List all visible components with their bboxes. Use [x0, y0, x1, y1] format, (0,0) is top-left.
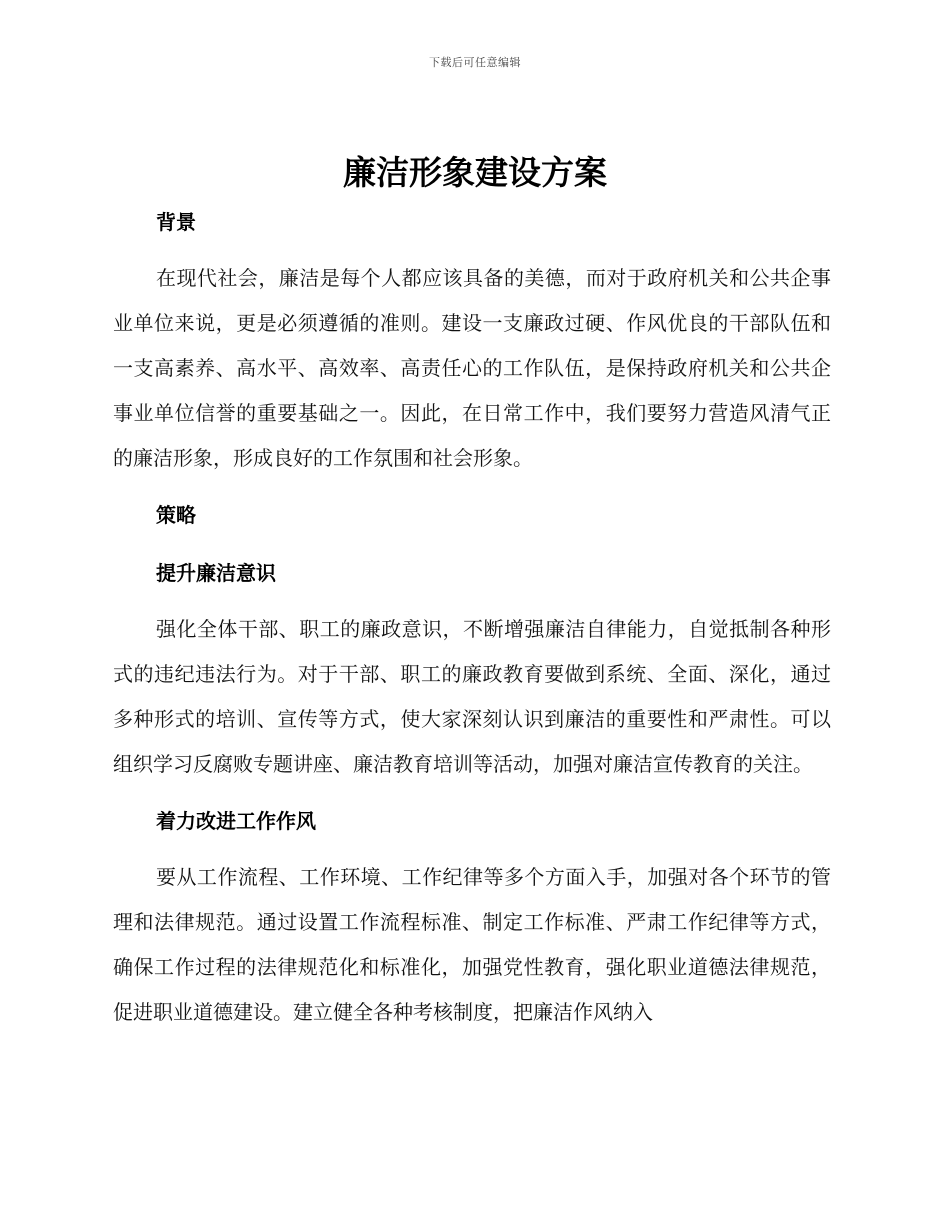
- paragraph-work-style: 要从工作流程、工作环境、工作纪律等多个方面入手，加强对各个环节的管理和法律规范。通过设置工作流程标准、制定工作标准、严肃工作纪律等方式，确保工作过程的法律规范化和标准化，加强党性教育，强化职业道德法律规范，促进职业道德建设。建立健全各种考核制度，把廉洁作风纳入: [113, 865, 831, 1024]
- subsection-heading-awareness: 提升廉洁意识: [156, 561, 276, 585]
- section-heading-background: 背景: [156, 210, 196, 234]
- document-title: 廉洁形象建设方案: [343, 153, 607, 192]
- document-body: [113, 200, 831, 1035]
- subsection-heading-work-style: 着力改进工作作风: [156, 809, 316, 833]
- paragraph-awareness: 强化全体干部、职工的廉政意识，不断增强廉洁自律能力，自觉抵制各种形式的违纪违法行为。对于干部、职工的廉政教育要做到系统、全面、深化，通过多种形式的培训、宣传等方式，使大家深刻认识到廉洁的重要性和严肃性。可以组织学习反腐败专题讲座、廉洁教育培训等活动，加强对廉洁宣传教育的关注。: [113, 617, 831, 776]
- section-heading-strategy: 策略: [156, 503, 196, 527]
- paragraph-background: 在现代社会，廉洁是每个人都应该具备的美德，而对于政府机关和公共企事业单位来说，更是必须遵循的准则。建设一支廉政过硬、作风优良的干部队伍和一支高素养、高水平、高效率、高责任心的工作队伍，是保持政府机关和公共企事业单位信誉的重要基础之一。因此，在日常工作中，我们要努力营造风清气正的廉洁形象，形成良好的工作氛围和社会形象。: [113, 266, 831, 470]
- header-note: 下载后可任意编辑: [429, 56, 521, 69]
